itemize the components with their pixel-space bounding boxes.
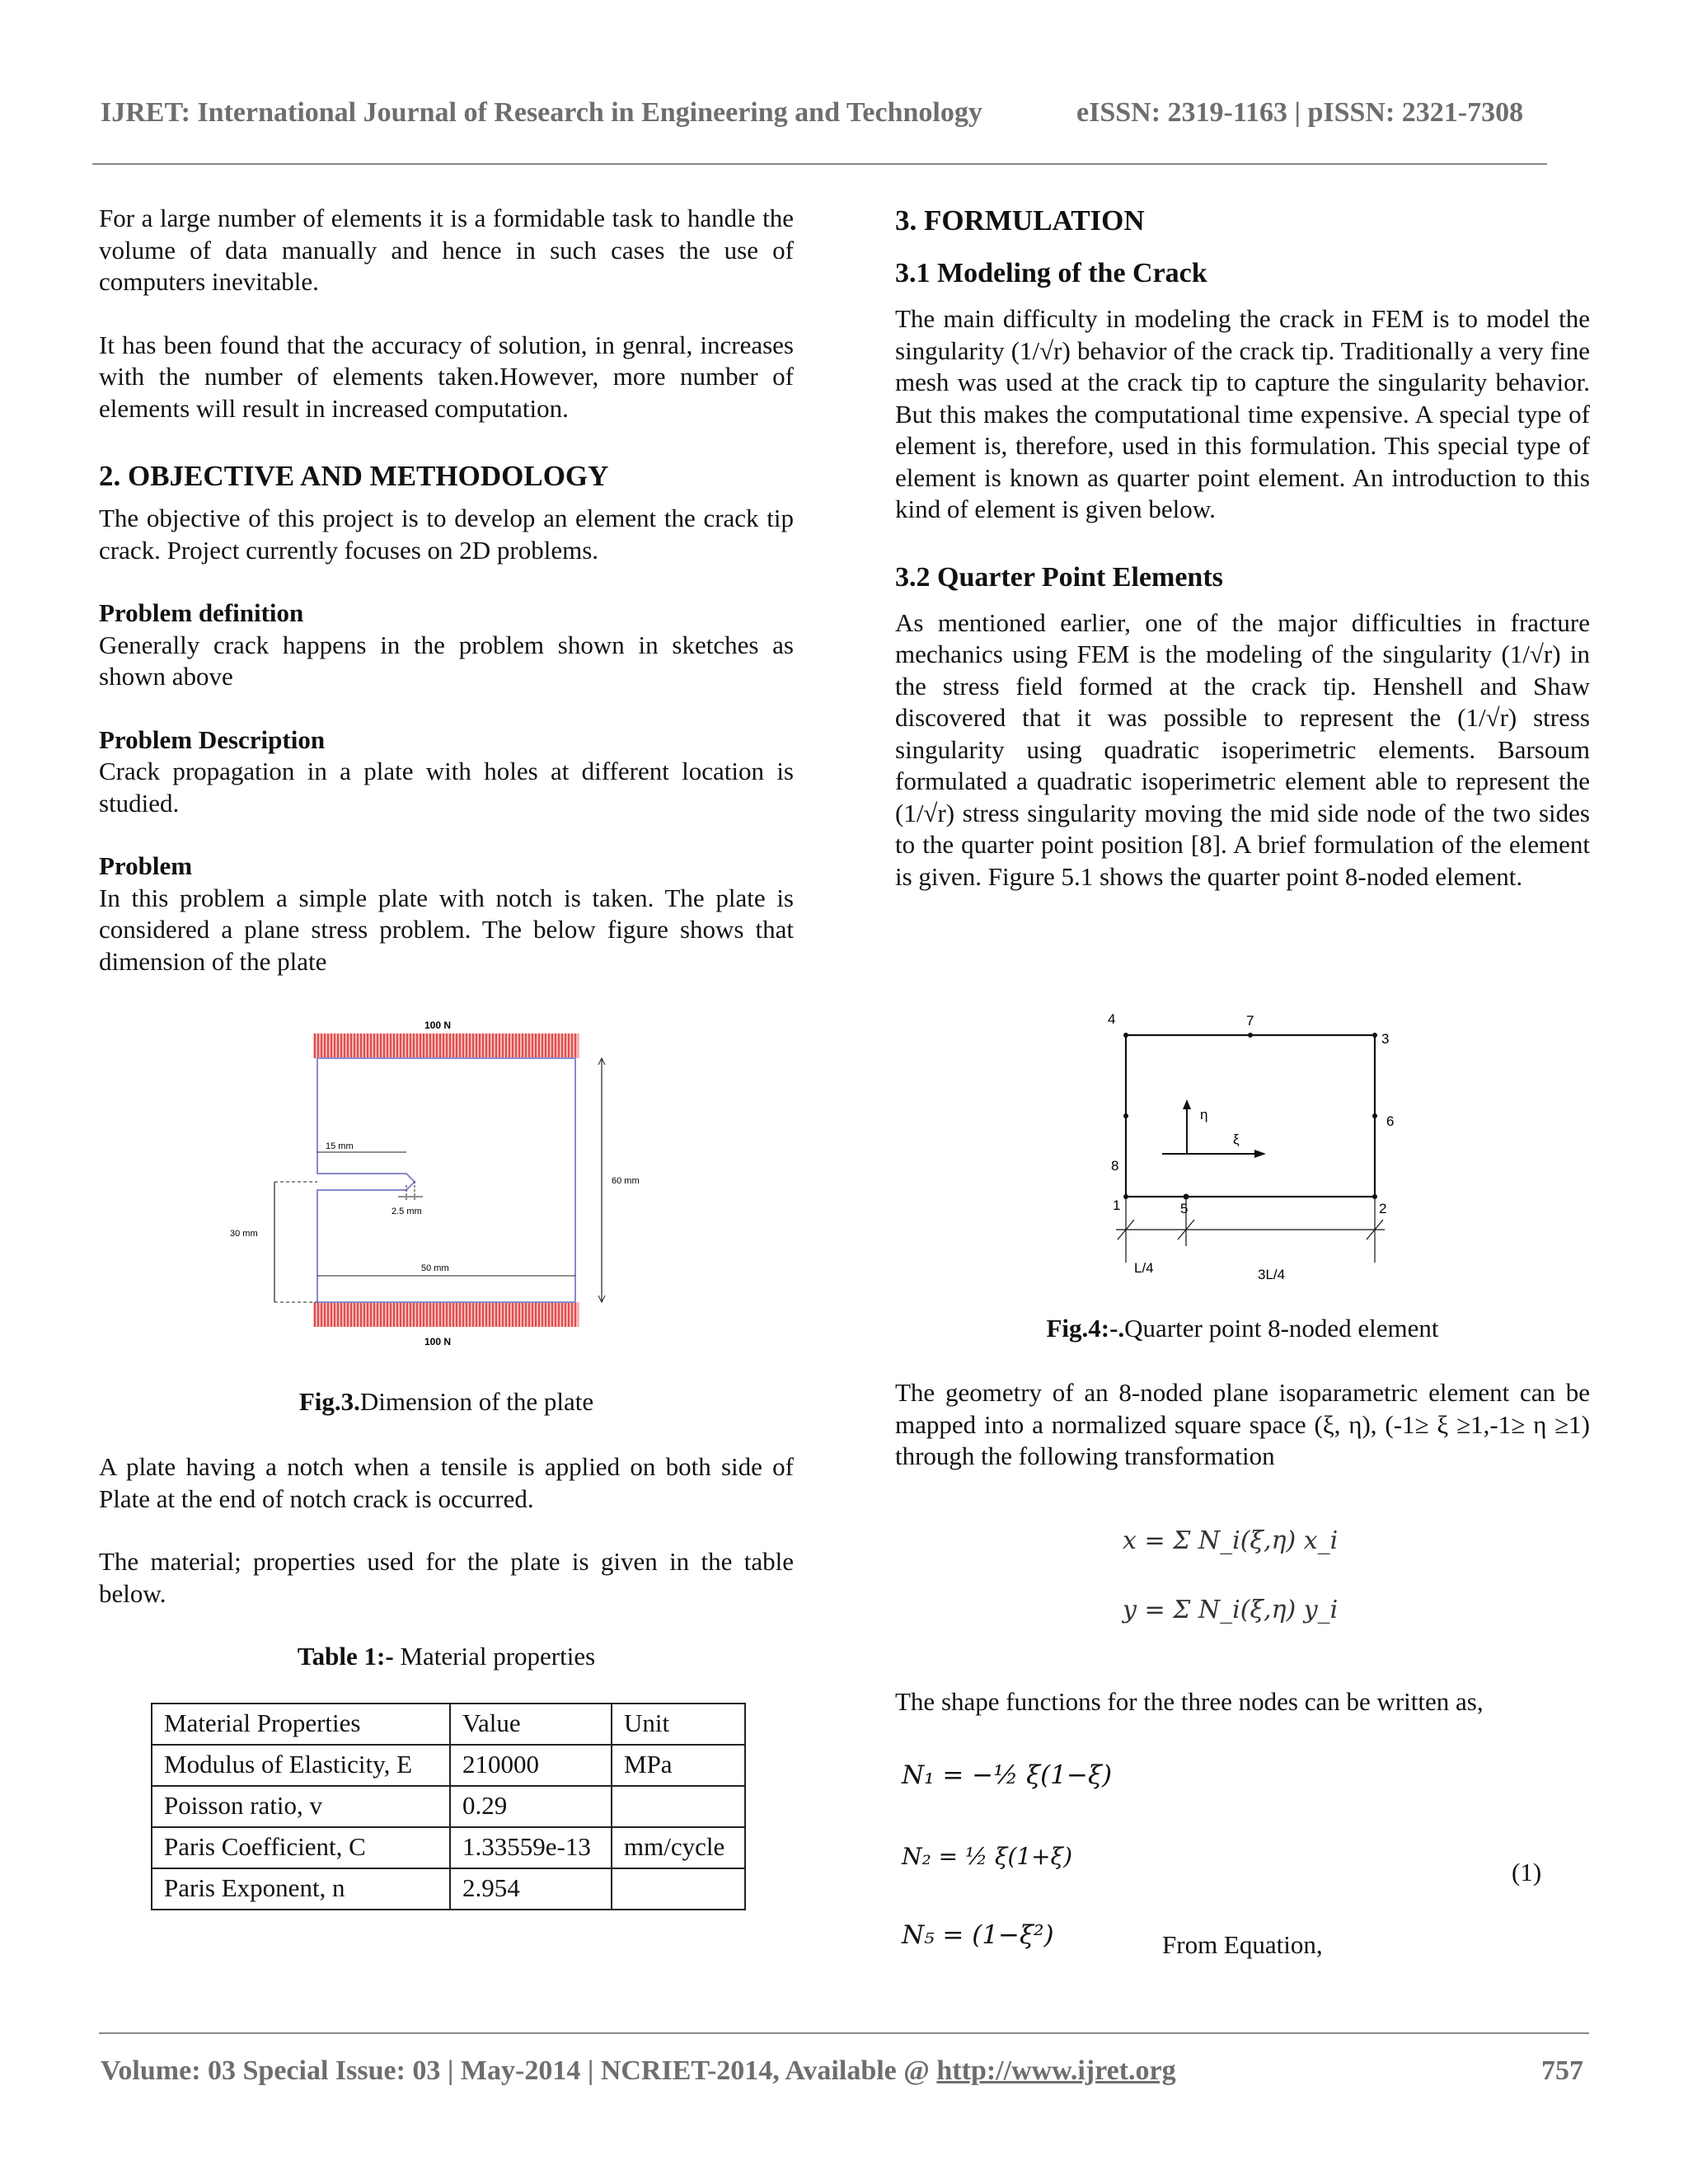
node-7-label: 7 xyxy=(1246,1013,1254,1029)
dim-l4-label: L/4 xyxy=(1134,1260,1154,1276)
table-cell: 210000 xyxy=(450,1745,612,1786)
transformation-equation-y: y = Σ N_i(ξ,η) y_i xyxy=(1123,1596,1339,1624)
node-1-label: 1 xyxy=(1113,1197,1121,1213)
element-outline xyxy=(1126,1035,1375,1197)
heading-quarter-point: 3.2 Quarter Point Elements xyxy=(895,561,1223,593)
table-label: Table 1:- xyxy=(297,1642,394,1671)
dim-50-label: 50 mm xyxy=(421,1263,449,1273)
footer-volume: Volume: 03 Special Issue: 03 | May-2014 | NCRIET-2014, Available @ http://www.ijret.org xyxy=(101,2055,1176,2086)
objective-paragraph: The objective of this project is to develop an element the crack tip crack. Project currently focuses on 2D problems. xyxy=(99,504,794,565)
table-header-cell: Value xyxy=(450,1704,612,1745)
table-cell: mm/cycle xyxy=(612,1827,745,1868)
problem-definition-text: Generally crack happens in the problem shown in sketches as shown above xyxy=(99,630,794,691)
issn-info: eISSN: 2319-1163 | pISSN: 2321-7308 xyxy=(1076,97,1524,128)
table-cell xyxy=(612,1868,745,1910)
table-row xyxy=(152,1745,745,1786)
table-cell: Paris Coefficient, C xyxy=(152,1827,450,1868)
table-cell: Paris Exponent, n xyxy=(152,1868,450,1910)
table-header-cell: Material Properties xyxy=(152,1704,450,1745)
left-paragraph-5: The material; properties used for the plate is given in the table below. xyxy=(99,1547,794,1608)
table-cell: MPa xyxy=(612,1745,745,1786)
table-header-row xyxy=(152,1704,745,1745)
dim-15-label: 15 mm xyxy=(326,1141,354,1151)
right-column xyxy=(895,203,1590,893)
material-properties-table xyxy=(151,1703,746,1910)
fig4-caption: Fig.4:-.Quarter point 8-noded element xyxy=(1046,1314,1439,1343)
dim-60-label: 60 mm xyxy=(612,1176,640,1186)
right-paragraph-1: The main difficulty in modeling the crack in FEM is to model the singularity (1/√r) behavior of the crack tip. Traditionally a very fine mesh was used at the crack tip to capture the singularity behavior. But this makes the computational time expensive. A special type of element is, therefore, used in this formulation. This special type of element is known as quarter point element. An introduction to this kind of element is given below. xyxy=(895,304,1590,523)
xi-label: ξ xyxy=(1233,1132,1240,1147)
shape-function-n1: N₁ = −½ ξ(1−ξ) xyxy=(902,1760,1113,1790)
problem-description-text: Crack propagation in a plate with holes at different location is studied. xyxy=(99,757,794,818)
left-column xyxy=(99,203,794,977)
eta-label: η xyxy=(1200,1107,1208,1122)
right-paragraph-2: As mentioned earlier, one of the major difficulties in fracture mechanics using FEM is the modeling of the singularity (1/√r) in the stress field formed at the crack tip. Henshell and Shaw discovered that it was possible to represent the (1/√r) stress singularity using quadratic isoperimetric elements. Barsoum formulated a quadratic isoperimetric element able to represent the (1/√r) stress singularity moving the mid side node of the two sides to the quarter point position [8]. A brief formulation of the element is given. Figure 5.1 shows the quarter point 8-noded element. xyxy=(895,607,1590,891)
heading-modeling-crack: 3.1 Modeling of the Crack xyxy=(895,258,1207,288)
left-paragraph-4: A plate having a notch when a tensile is applied on both side of Plate at the end of notch crack is occurred. xyxy=(99,1452,794,1513)
dim-25-label: 2.5 mm xyxy=(392,1207,422,1216)
table-cell: Modulus of Elasticity, E xyxy=(152,1745,450,1786)
node-3-label: 3 xyxy=(1381,1031,1390,1047)
table-caption: Table 1:- Material properties xyxy=(297,1642,596,1671)
header-rule xyxy=(92,163,1547,165)
heading-objective: 2. OBJECTIVE AND METHODOLOGY xyxy=(99,460,609,492)
journal-url-link[interactable]: http://www.ijret.org xyxy=(936,2055,1176,2086)
left-paragraph-1: For a large number of elements it is a formidable task to handle the volume of data manually and hence in such cases the use of computers inevitable. xyxy=(99,204,794,296)
table-row xyxy=(152,1786,745,1827)
problem-definition-title: Problem definition xyxy=(99,598,304,627)
node-5-label: 5 xyxy=(1180,1201,1189,1216)
problem-text: In this problem a simple plate with notch is taken. The plate is considered a plane stress problem. The below figure shows that dimension of the plate xyxy=(99,883,794,976)
shape-function-n2: N₂ = ½ ξ(1+ξ) xyxy=(902,1843,1072,1870)
table-row xyxy=(152,1827,745,1868)
plate-dimension-figure xyxy=(227,1012,640,1358)
equation-number: (1) xyxy=(1512,1858,1542,1886)
node-2-label: 2 xyxy=(1379,1201,1387,1216)
node-4-label: 4 xyxy=(1108,1011,1116,1027)
table-cell: 0.29 xyxy=(450,1786,612,1827)
fig3-label: Fig.3. xyxy=(298,1387,360,1416)
dim-3l4-label: 3L/4 xyxy=(1258,1267,1286,1282)
node-8-label: 8 xyxy=(1111,1158,1119,1174)
table-cell: Poisson ratio, v xyxy=(152,1786,450,1827)
fig4-label: Fig.4:-. xyxy=(1046,1314,1125,1343)
right-paragraph-4: The shape functions for the three nodes can be written as, xyxy=(895,1687,1484,1716)
transformation-equation-x: x = Σ N_i(ξ,η) x_i xyxy=(1123,1526,1339,1555)
table-cell xyxy=(612,1786,745,1827)
dim-30-label: 30 mm xyxy=(230,1229,258,1239)
right-paragraph-3: The geometry of an 8-noded plane isoparametric element can be mapped into a normalized square space (ξ, η), (-1≥ ξ ≥1,-1≥ η ≥1) through the following transformation xyxy=(895,1378,1590,1470)
table-row xyxy=(152,1868,745,1910)
page-number: 757 xyxy=(1541,2055,1583,2086)
fig3-caption: Fig.3.Dimension of the plate xyxy=(298,1387,594,1416)
problem-description-title: Problem Description xyxy=(99,724,326,754)
from-equation-text: From Equation, xyxy=(1162,1930,1323,1959)
bottom-load-label: 100 N xyxy=(424,1336,452,1347)
heading-formulation: 3. FORMULATION xyxy=(895,204,1145,237)
quarter-point-element-figure xyxy=(1086,1007,1432,1287)
node-6-label: 6 xyxy=(1386,1113,1395,1129)
top-load-label: 100 N xyxy=(424,1019,452,1031)
table-cell: 1.33559e-13 xyxy=(450,1827,612,1868)
journal-title: IJRET: International Journal of Research in Engineering and Technology xyxy=(101,97,982,128)
shape-function-n5: N₅ = (1−ξ²) xyxy=(902,1920,1054,1950)
left-paragraph-2: It has been found that the accuracy of solution, in genral, increases with the number of elements taken.However, more number of elements will result in increased computation. xyxy=(99,330,794,423)
footer-rule xyxy=(99,2032,1589,2034)
table-header-cell: Unit xyxy=(612,1704,745,1745)
problem-title: Problem xyxy=(99,851,193,880)
table-cell: 2.954 xyxy=(450,1868,612,1910)
